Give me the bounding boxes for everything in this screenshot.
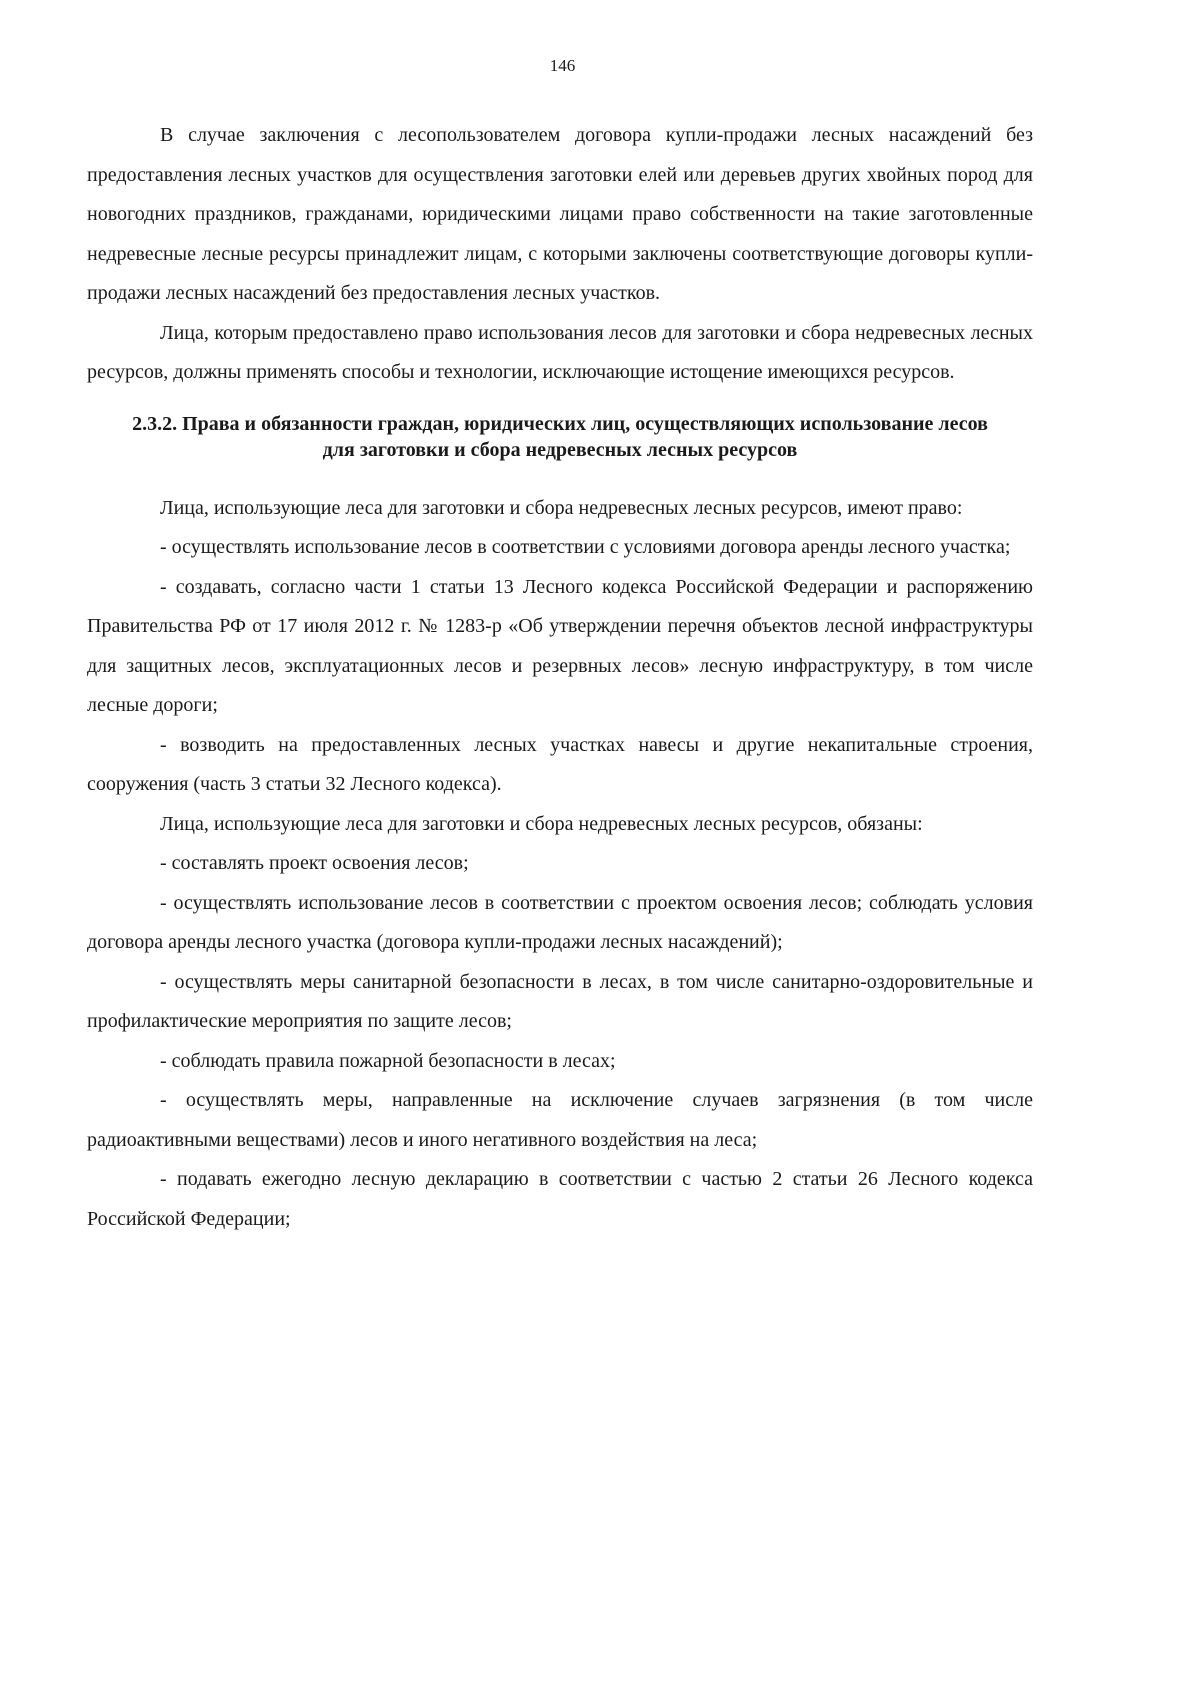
list-item: - соблюдать правила пожарной безопасности в лесах; [160, 1049, 616, 1072]
paragraph: Лица, которым предоставлено право использования лесов для заготовки и сбора недревесных лесных ресурсов, должны применять способы и технологии, исключающие истощение имеющихся ресурсов. [87, 321, 1033, 383]
list-item: - осуществлять использование лесов в соответствии с условиями договора аренды лесного участка; [160, 536, 1011, 558]
page-number: 146 [549, 56, 576, 75]
list-item: - осуществлять меры, направленные на исключение случаев загрязнения (в том числе радиоактивными веществами) лесов и иного негативного воздействия на леса; [87, 1089, 1033, 1151]
list-item: - создавать, согласно части 1 статьи 13 Лесного кодекса Российской Федерации и распоряжению Правительства РФ от 17 июля 2012 г. № 1283-р «Об утверждении перечня объектов лесной инфраструктуры для защитных лесов, эксплуатационных лесов и резервных лесов» лесную инфраструктуру, в том числе лесные дороги; [87, 575, 1033, 716]
paragraph: Лица, использующие леса для заготовки и сбора недревесных лесных ресурсов, обязаны: [160, 812, 923, 835]
document-body [87, 116, 1033, 1239]
list-item: - осуществлять использование лесов в соответствии с проектом освоения лесов; соблюдать условия договора аренды лесного участка (договора купли-продажи лесных насаждений); [87, 891, 1033, 953]
paragraph: Лица, использующие леса для заготовки и сбора недревесных лесных ресурсов, имеют право: [160, 496, 963, 519]
list-item: - составлять проект освоения лесов; [160, 852, 469, 874]
list-item: - подавать ежегодно лесную декларацию в соответствии с частью 2 статьи 26 Лесного кодекса Российской Федерации; [87, 1168, 1033, 1230]
list-item: - осуществлять меры санитарной безопасности в лесах, в том числе санитарно-оздоровительные и профилактические мероприятия по защите лесов; [87, 970, 1033, 1032]
section-heading: 2.3.2. Права и обязанности граждан, юридических лиц, осуществляющих использование лесов для заготовки и сбора недревесных лесных ресурсов [132, 412, 988, 461]
list-item: - возводить на предоставленных лесных участках навесы и другие некапитальные строения, сооружения (часть 3 статьи 32 Лесного кодекса). [87, 733, 1033, 795]
paragraph: В случае заключения с лесопользователем договора купли-продажи лесных насаждений без предоставления лесных участков для осуществления заготовки елей или деревьев других хвойных пород для новогодних праздников, гражданами, юридическими лицами право собственности на такие заготовленные недревесные лесные ресурсы принадлежит лицам, с которыми заключены соответствующие договоры купли-продажи лесных насаждений без предоставления лесных участков. [87, 124, 1033, 304]
